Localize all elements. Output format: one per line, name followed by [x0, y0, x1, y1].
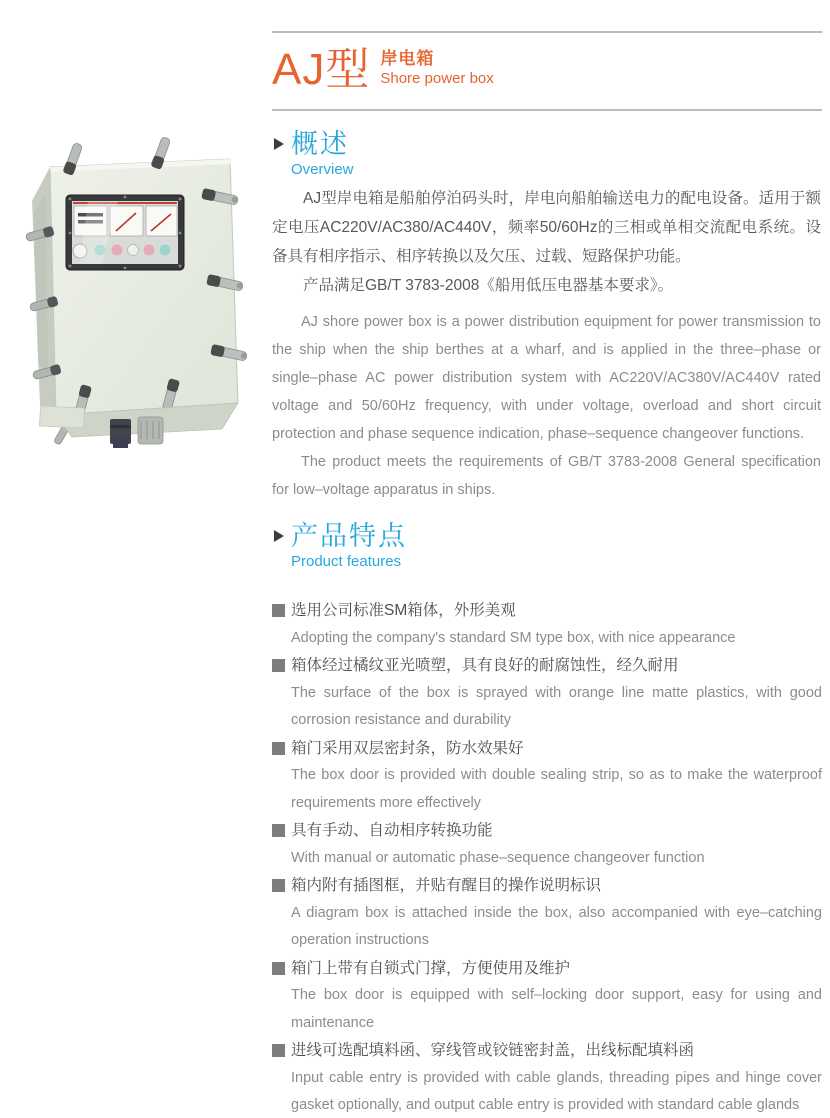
product-title-block — [272, 46, 494, 94]
section-marker-icon — [274, 138, 284, 150]
feature-headline-cn — [272, 872, 822, 900]
feature-text-cn: 箱体经过橘纹亚光喷塑，具有良好的耐腐蚀性，经久耐用 — [291, 657, 679, 674]
features-section-header — [272, 521, 407, 571]
feature-text-en: With manual or automatic phase–sequence changeover function — [291, 849, 705, 866]
product-photo — [10, 133, 258, 463]
product-model: AJ型 — [272, 45, 371, 94]
product-name-cn: 岸电箱 — [380, 49, 435, 68]
feature-headline-cn — [272, 735, 822, 763]
feature-text-cn: 选用公司标准SM箱体，外形美观 — [291, 602, 516, 619]
bullet-square-icon — [272, 604, 285, 617]
bullet-square-icon — [272, 879, 285, 892]
overview-paragraph-cn: AJ型岸电箱是船舶停泊码头时，岸电向船舶输送电力的配电设备。适用于额定电压AC220V/AC380/AC440V，频率50/60Hz的三相或单相交流配电系统。设备具有相序指示、相序转换以及欠压、过载、短路保护功能。 — [272, 190, 821, 265]
feature-headline-cn — [272, 652, 822, 680]
bullet-square-icon — [272, 742, 285, 755]
title-divider — [272, 109, 822, 111]
feature-text-en: Adopting the company's standard SM type box, with nice appearance — [291, 629, 736, 646]
feature-headline-cn — [272, 955, 822, 983]
bullet-square-icon — [272, 824, 285, 837]
top-divider — [272, 31, 822, 33]
overview-paragraph-en: AJ shore power box is a power distribution equipment for power transmission to the ship when the ship berthes at a wharf, and is applied in the three–phase or single–phase AC power distribution system with AC220V/AC380V/AC440V rated voltage and 50/60Hz frequency, with under voltage, overload and short circuit protection and phase sequence indication, phase–sequence changeover functions. — [272, 314, 821, 442]
product-subtitle — [380, 49, 493, 88]
feature-item — [272, 817, 822, 872]
feature-headline-cn — [272, 597, 822, 625]
section-marker-icon — [274, 530, 284, 542]
feature-text-en: Input cable entry is provided with cable glands, threading pipes and hinge cover gasket optionally, and output cable entry is provided with standard cable glands — [291, 1069, 822, 1113]
feature-item — [272, 652, 822, 735]
overview-title-cn: 概述 — [291, 129, 349, 159]
feature-item — [272, 597, 822, 652]
feature-item — [272, 1037, 822, 1118]
cable-glands — [40, 403, 238, 448]
feature-text-cn: 箱门采用双层密封条，防水效果好 — [291, 739, 524, 757]
features-list — [272, 597, 822, 1118]
overview-title-en: Overview — [291, 161, 354, 178]
overview-cn — [272, 184, 821, 300]
overview-en — [272, 308, 821, 504]
feature-text-en: The box door is equipped with self–locking door support, easy for using and maintenance — [291, 987, 822, 1031]
features-title-en: Product features — [291, 553, 402, 570]
feature-item — [272, 872, 822, 955]
overview-paragraph-cn: 产品满足GB/T 3783-2008《船用低压电器基本要求》。 — [303, 277, 674, 294]
features-title-cn: 产品特点 — [291, 521, 407, 551]
bullet-square-icon — [272, 1044, 285, 1057]
feature-text-cn: 箱内附有插图框，并贴有醒目的操作说明标识 — [291, 877, 602, 894]
feature-headline-cn — [272, 817, 822, 845]
feature-text-en: A diagram box is attached inside the box, also accompanied with eye–catching operation instructions — [291, 904, 822, 948]
bullet-square-icon — [272, 659, 285, 672]
overview-paragraph-en: The product meets the requirements of GB/T 3783-2008 General specification for low–voltage apparatus in ships. — [272, 454, 821, 498]
feature-text-cn: 进线可选配填料函、穿线管或铰链密封盖，出线标配填料函 — [291, 1042, 695, 1059]
feature-text-en: The box door is provided with double sealing strip, so as to make the waterproof requirements more effectively — [291, 767, 822, 811]
feature-item — [272, 955, 822, 1038]
feature-text-en: The surface of the box is sprayed with orange line matte plastics, with good corrosion resistance and durability — [291, 684, 822, 728]
meter-window — [66, 195, 184, 270]
feature-item — [272, 735, 822, 818]
feature-headline-cn — [272, 1037, 822, 1065]
overview-section-header — [272, 129, 354, 179]
feature-text-cn: 箱门上带有自锁式门撑，方便使用及维护 — [291, 959, 571, 977]
feature-text-cn: 具有手动、自动相序转换功能 — [291, 822, 493, 839]
bullet-square-icon — [272, 962, 285, 975]
product-name-en: Shore power box — [380, 70, 494, 87]
